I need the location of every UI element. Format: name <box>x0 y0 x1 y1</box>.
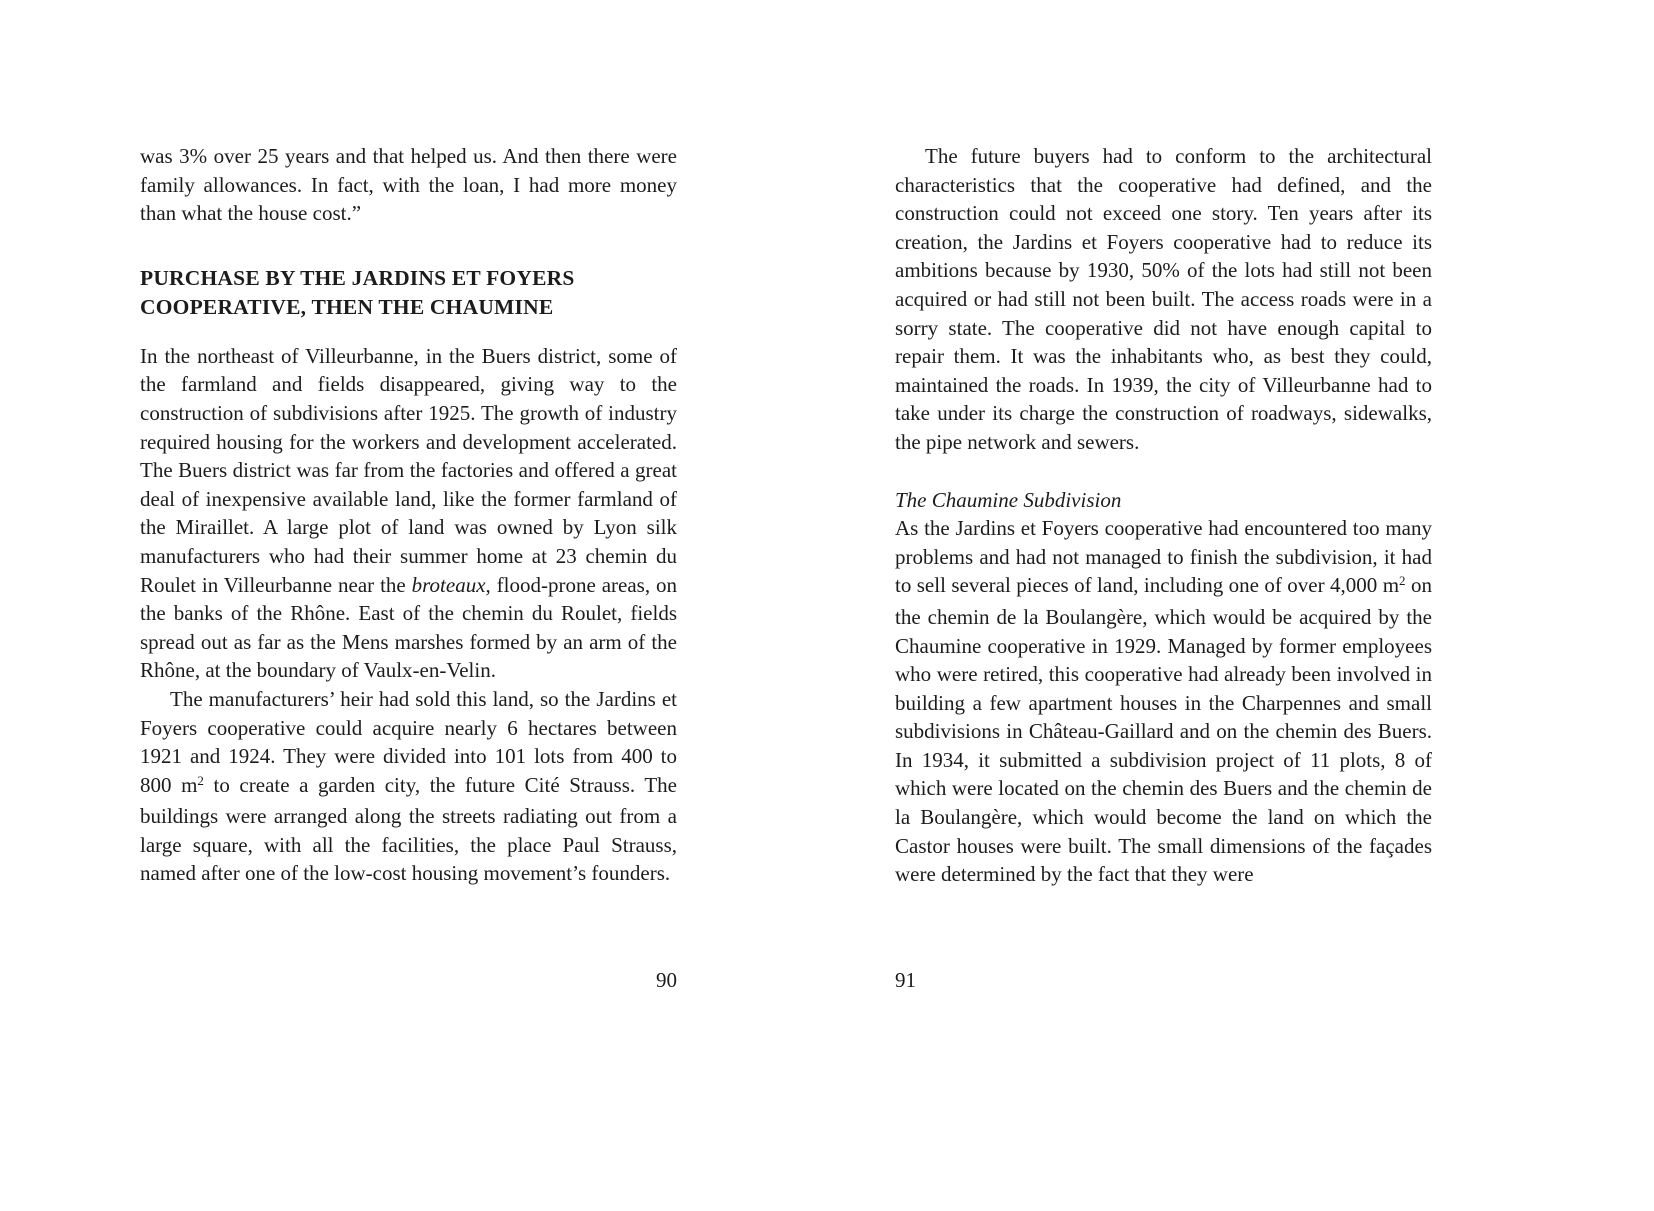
page-number: 90 <box>656 968 677 992</box>
paragraph: As the Jardins et Foyers cooperative had encountered too many problems and had not managed to finish the subdivision, it had to sell several pieces of land, including one of over 4,000 $m^2$ on the chemin de la Boulangère, which would be acquired by the Chaumine cooperative in 1929. Managed by former employees who were retired, this cooperative had already been involved in building a few apartment houses in the Charpennes and small subdivisions in Château-Gaillard and on the chemin des Buers. In 1934, it submitted a subdivision project of 11 plots, 8 of which were located on the chemin des Buers and the chemin de la Boulangère, which would become the land on which the Castor houses were built. The small dimensions of the façades were determined by the fact that they were <box>895 516 1432 887</box>
page-right <box>895 142 1432 889</box>
page-number: 91 <box>895 968 916 992</box>
paragraph: The future buyers had to conform to the architectural characteristics that the cooperative had defined, and the construction could not exceed one story. Ten years after its creation, the Jardins et Foyers cooperative had to reduce its ambitions because by 1930, 50% of the lots had still not been acquired or had still not been built. The access roads were in a sorry state. The cooperative did not have enough capital to repair them. It was the inhabitants who, as best they could, maintained the roads. In 1939, the city of Villeurbanne had to take under its charge the construction of roadways, sidewalks, the pipe network and sewers. <box>895 144 1432 454</box>
paragraph: In the northeast of Villeurbanne, in the Buers district, some of the farmland and fields disappeared, giving way to the construction of subdivisions after 1925. The growth of industry required housing for the workers and development accelerated. The Buers district was far from the factories and offered a great deal of inexpensive available land, like the former farmland of the Miraillet. A large plot of land was owned by Lyon silk manufacturers who had their summer home at 23 chemin du Roulet in Villeurbanne near the broteaux, flood-prone areas, on the banks of the Rhône. East of the chemin du Roulet, fields spread out as far as the Mens marshes formed by an arm of the Rhône, at the boundary of Vaulx-en-Velin. <box>140 343 677 683</box>
paragraph: The manufacturers’ heir had sold this land, so the Jardins et Foyers cooperative could acquire nearly 6 hectares between 1921 and 1924. They were divided into 101 lots from 400 to 800 $m^2$ to create a garden city, the future Cité Strauss. The buildings were arranged along the streets radiating out from a large square, with all the facilities, the place Paul Strauss, named after one of the low-cost housing movement’s founders. <box>140 686 677 886</box>
section-heading: PURCHASE BY THE JARDINS ET FOYERS COOPERATIVE, THEN THE CHAUMINE <box>140 265 575 319</box>
paragraph: was 3% over 25 years and that helped us. And then there were family allowances. In fact, with the loan, I had more money than what the house cost.” <box>140 144 677 226</box>
subsection-heading: The Chaumine Subdivision <box>895 487 1122 512</box>
page-left <box>140 142 677 888</box>
